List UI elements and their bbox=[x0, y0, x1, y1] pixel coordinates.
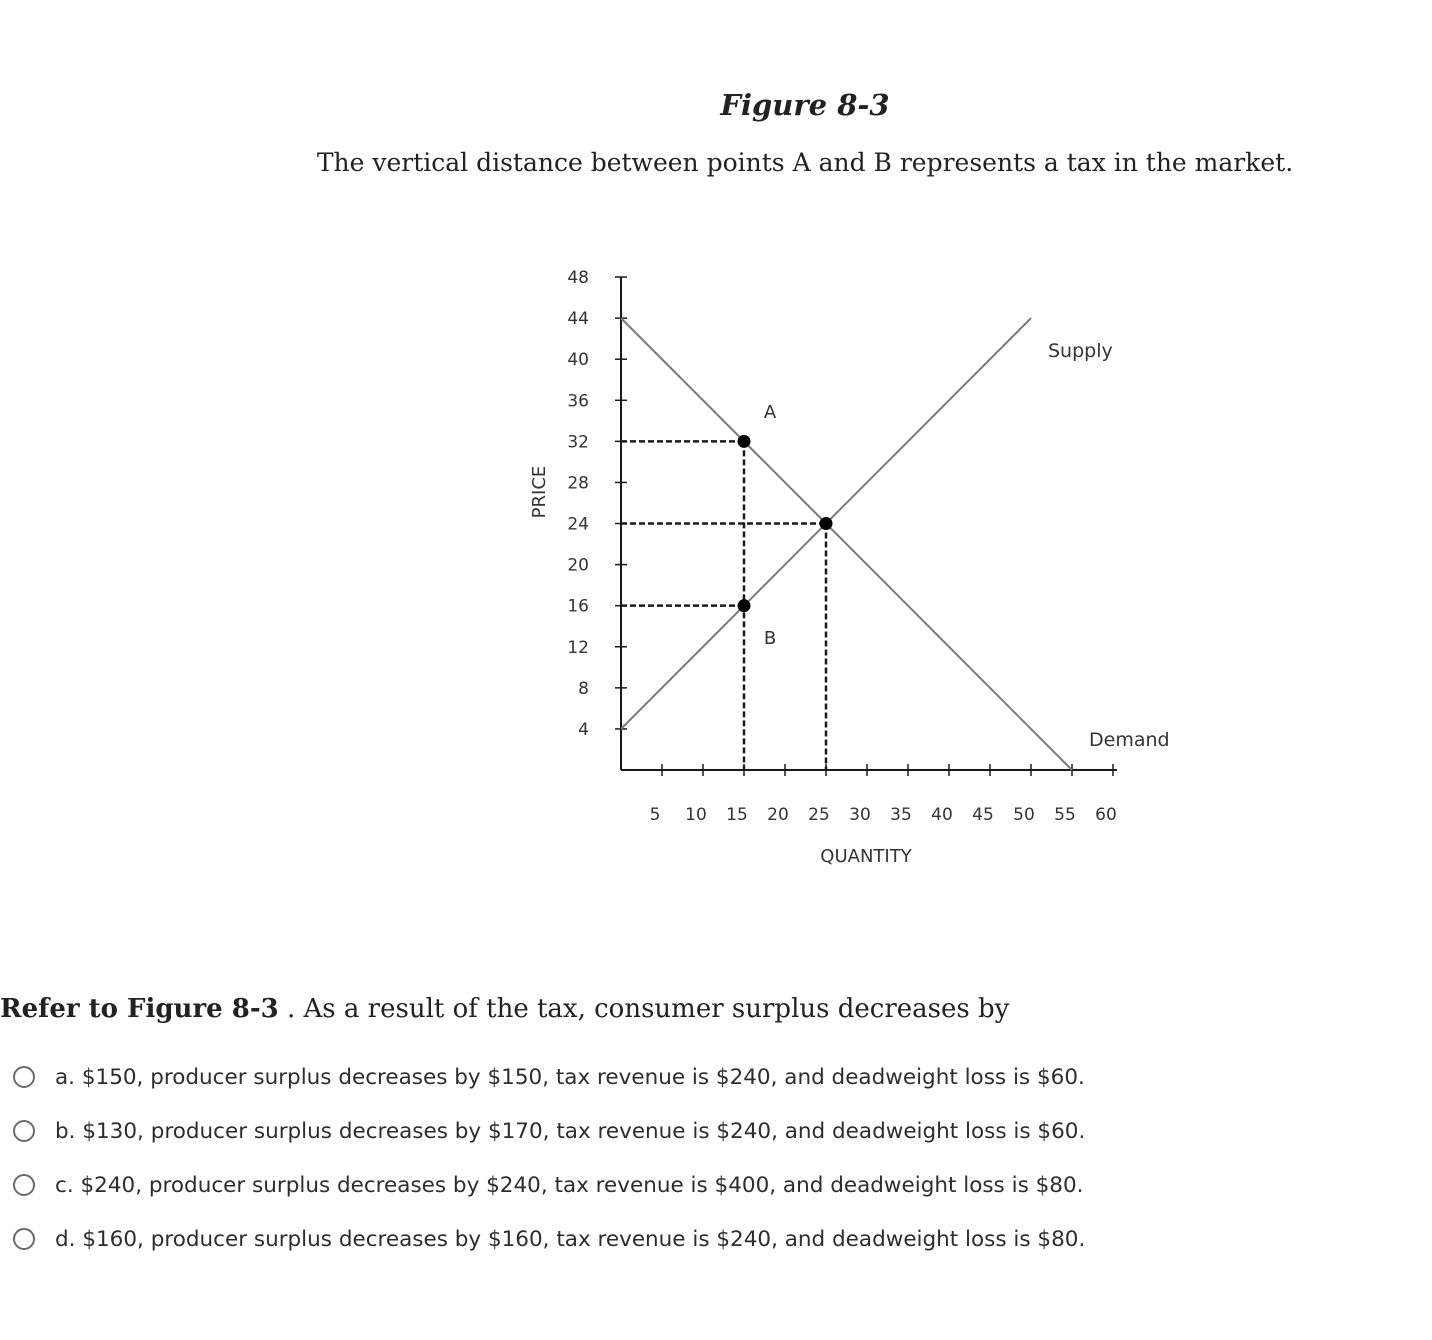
option-b-label: b. $130, producer surplus decreases by $170, tax revenue is $240, and deadweight loss is $60. bbox=[55, 1118, 1086, 1144]
option-b[interactable] bbox=[0, 1104, 1085, 1158]
y-tick-label-40: 40 bbox=[567, 350, 589, 371]
y-tick-label-8: 8 bbox=[578, 678, 589, 699]
point-a bbox=[738, 435, 751, 448]
point-label-b: B bbox=[763, 628, 777, 649]
x-tick-label-55: 55 bbox=[1054, 805, 1076, 825]
y-tick-label-12: 12 bbox=[567, 637, 589, 658]
y-tick-label-28: 28 bbox=[567, 473, 589, 494]
x-tick-label-10: 10 bbox=[685, 805, 707, 825]
x-tick-label-50: 50 bbox=[1013, 805, 1035, 825]
y-tick-label-16: 16 bbox=[567, 596, 589, 617]
x-tick-label-30: 30 bbox=[849, 805, 871, 825]
demand-curve bbox=[621, 318, 1072, 770]
x-tick-label-20: 20 bbox=[767, 805, 789, 825]
option-c[interactable] bbox=[0, 1158, 1085, 1212]
radio-button-a[interactable] bbox=[13, 1066, 35, 1088]
equilibrium-point bbox=[820, 517, 833, 530]
point-label-a: A bbox=[763, 402, 777, 423]
x-tick-label-35: 35 bbox=[890, 805, 912, 825]
option-a[interactable] bbox=[0, 1050, 1085, 1104]
x-tick-label-15: 15 bbox=[726, 805, 748, 825]
x-tick-label-40: 40 bbox=[931, 805, 953, 825]
radio-button-b[interactable] bbox=[13, 1120, 35, 1142]
y-tick-label-32: 32 bbox=[567, 432, 589, 453]
answer-options bbox=[0, 1050, 1085, 1266]
figure-title: Figure 8-3 bbox=[720, 88, 890, 122]
question-body: . As a result of the tax, consumer surplus decreases by bbox=[278, 994, 1010, 1024]
y-tick-label-20: 20 bbox=[567, 555, 589, 576]
y-tick-label-36: 36 bbox=[567, 391, 589, 412]
y-tick-label-48: 48 bbox=[567, 268, 589, 289]
radio-button-d[interactable] bbox=[13, 1228, 35, 1250]
radio-button-c[interactable] bbox=[13, 1174, 35, 1196]
option-c-label: c. $240, producer surplus decreases by $240, tax revenue is $400, and deadweight loss is $80. bbox=[55, 1172, 1084, 1198]
y-tick-label-4: 4 bbox=[578, 719, 589, 740]
point-b bbox=[738, 599, 751, 612]
x-axis-label: QUANTITY bbox=[820, 846, 912, 867]
question-text bbox=[0, 994, 1009, 1024]
question-figure-ref: Refer to Figure 8-3 bbox=[0, 994, 279, 1024]
figure-caption: The vertical distance between points A and B represents a tax in the market. bbox=[316, 148, 1294, 177]
x-tick-label-25: 25 bbox=[808, 805, 830, 825]
y-tick-label-44: 44 bbox=[567, 309, 589, 330]
option-a-label: a. $150, producer surplus decreases by $150, tax revenue is $240, and deadweight loss is $60. bbox=[55, 1064, 1085, 1090]
y-tick-label-24: 24 bbox=[567, 514, 589, 535]
y-axis-label: PRICE bbox=[529, 465, 550, 519]
x-tick-label-45: 45 bbox=[972, 805, 994, 825]
supply-label: Supply bbox=[1048, 340, 1113, 362]
x-tick-label-60: 60 bbox=[1095, 805, 1117, 825]
x-tick-label-5: 5 bbox=[649, 805, 661, 825]
demand-label: Demand bbox=[1089, 729, 1170, 751]
option-d-label: d. $160, producer surplus decreases by $160, tax revenue is $240, and deadweight loss is $80. bbox=[55, 1226, 1086, 1252]
option-d[interactable] bbox=[0, 1212, 1085, 1266]
